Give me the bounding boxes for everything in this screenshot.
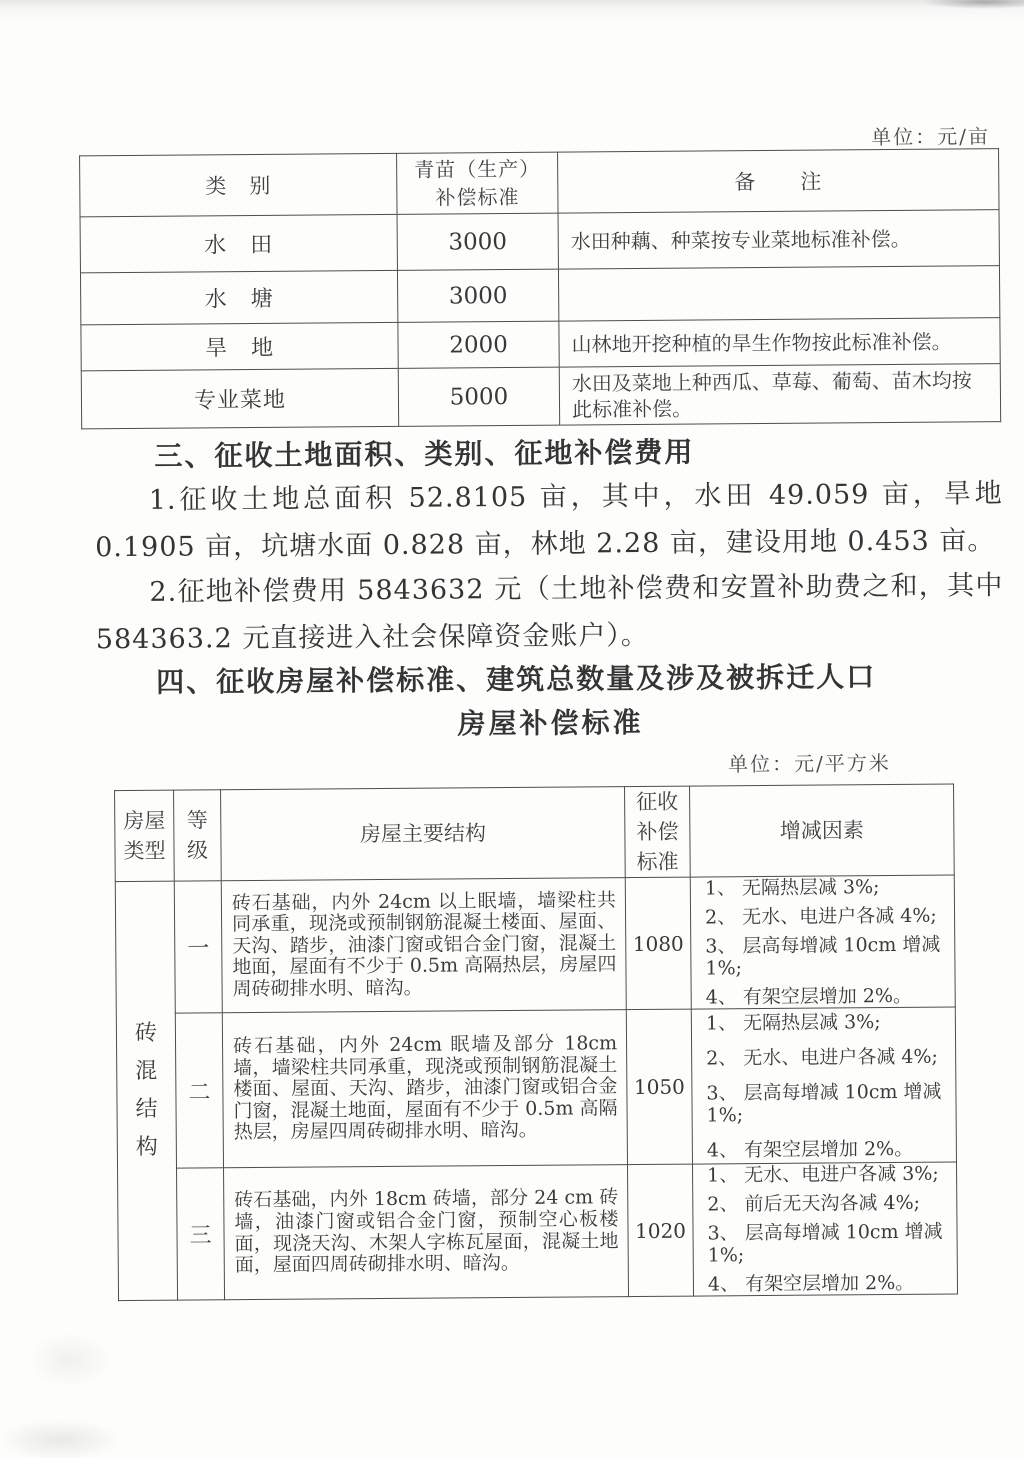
grade-cell: 二 bbox=[175, 1013, 223, 1168]
section3-heading: 三、征收土地面积、类别、征地补偿费用 bbox=[154, 435, 695, 473]
category-cell: 水 田 bbox=[80, 214, 397, 272]
table-row bbox=[115, 875, 955, 1014]
factor-item: 1、 无隔热层减 3%; bbox=[705, 1010, 881, 1034]
table2-header-grade: 等级 bbox=[174, 790, 222, 881]
structure-cell: 砖石基础，内外 24cm 以上眠墙，墙梁柱共同承重，现浇或预制钢筋混凝土楼面、屋面、天沟、踏步，油漆门窗或铝合金门窗，混凝土地面，屋面有不少于 0.5m 高隔热层，房屋四周砖砌排水明、暗沟。 bbox=[221, 878, 626, 1013]
standard-cell: 3000 bbox=[397, 213, 558, 270]
table2-header-standard: 征收补偿标准 bbox=[625, 786, 691, 878]
factor-item: 3、 层高每增减 10cm 增减 1%; bbox=[707, 1220, 943, 1267]
house-compensation-table-wrap bbox=[114, 784, 957, 1302]
category-cell: 水 塘 bbox=[80, 270, 397, 324]
structure-cell: 砖石基础，内外 24cm 眠墙及部分 18cm 墙，墙梁柱共同承重，现浇或预制钢筋混凝土楼面、屋面、天沟、踏步，油漆门窗或铝合金门窗，混凝土地面，屋面有不少于 0.5m 高隔热层，房屋四周砖砌排水明、暗沟。 bbox=[222, 1010, 627, 1168]
table1-header-row bbox=[80, 149, 999, 217]
factors-list bbox=[706, 1010, 952, 1161]
remark-cell: 水田及菜地上种西瓜、草莓、葡萄、苗木均按此标准补偿。 bbox=[559, 364, 1000, 425]
table-row bbox=[80, 266, 999, 325]
section3-paragraph-2: 2.征地补偿费用 5843632 元（土地补偿费和安置补助费之和，其中 584363.2 元直接进入社会保障资金账户）。 bbox=[95, 570, 1004, 656]
table-row bbox=[118, 1162, 958, 1301]
table2-header-house-type: 房屋类型 bbox=[115, 790, 175, 881]
standard-cell: 1050 bbox=[626, 1009, 692, 1165]
category-cell: 专业菜地 bbox=[81, 368, 398, 428]
factor-item: 2、 无水、电进户各减 4%; bbox=[704, 904, 937, 929]
grade-cell: 三 bbox=[177, 1168, 225, 1300]
factor-item: 1、 无水、电进户各减 3%; bbox=[706, 1162, 939, 1187]
structure-cell: 砖石基础，内外 18cm 砖墙，部分 24 cm 砖墙，油漆门窗或铝合金门窗，预制空心板楼面，现浇天沟、木架人字栋瓦屋面，混凝土地面，屋面四周砖砌排水明、暗沟。 bbox=[224, 1165, 629, 1300]
table1-unit-label: 单位：元/亩 bbox=[871, 124, 991, 150]
factor-item: 4、 有架空层增加 2%。 bbox=[706, 1137, 914, 1161]
standard-cell: 2000 bbox=[398, 321, 559, 368]
table1-header-standard: 青苗（生产）补偿标准 bbox=[397, 152, 558, 214]
remark-cell: 水田种藕、种菜按专业菜地标准补偿。 bbox=[558, 210, 999, 269]
table2-unit-label: 单位：元/平方米 bbox=[728, 751, 891, 777]
factor-item: 2、 无水、电进户各减 4%; bbox=[706, 1045, 938, 1069]
table2-header-structure: 房屋主要结构 bbox=[221, 787, 626, 881]
remark-cell: 山林地开挖种植的旱生作物按此标准补偿。 bbox=[559, 318, 1000, 367]
factor-item: 2、 前后无天沟各减 4%; bbox=[707, 1191, 921, 1216]
factors-list bbox=[705, 876, 951, 1009]
standard-cell: 1020 bbox=[627, 1164, 693, 1297]
table-row bbox=[81, 318, 1000, 371]
remark-cell bbox=[558, 266, 999, 321]
factor-item: 3、 层高每增减 10cm 增减 1%; bbox=[706, 1080, 942, 1126]
house-type-vertical-text: 砖混结构 bbox=[134, 1020, 158, 1160]
table-row bbox=[116, 1007, 956, 1169]
factors-cell bbox=[690, 875, 955, 1009]
table1-header-remark: 备 注 bbox=[558, 149, 999, 213]
standard-cell: 3000 bbox=[397, 269, 558, 322]
table-row bbox=[80, 210, 999, 273]
standard-cell: 1080 bbox=[625, 877, 691, 1010]
section4-heading: 四、征收房屋补偿标准、建筑总数量及涉及被拆迁人口 bbox=[156, 660, 877, 699]
factor-item: 3、 层高每增减 10cm 增减 1%; bbox=[705, 933, 941, 980]
house-type-cell bbox=[115, 881, 177, 1300]
section3-paragraph-1: 1.征收土地总面积 52.8105 亩，其中，水田 49.059 亩，旱地 0.1905 亩，坑塘水面 0.828 亩，林地 2.28 亩，建设用地 0.453 亩。 bbox=[95, 478, 1003, 564]
table2-header-row bbox=[115, 784, 955, 882]
grade-cell: 一 bbox=[174, 881, 222, 1013]
factors-cell bbox=[691, 1007, 956, 1164]
table-row bbox=[81, 364, 1000, 429]
table2-header-factors: 增减因素 bbox=[690, 784, 955, 877]
factors-cell bbox=[692, 1162, 957, 1296]
factors-list bbox=[707, 1163, 953, 1296]
house-compensation-subtitle: 房屋补偿标准 bbox=[457, 705, 644, 741]
crop-compensation-table bbox=[79, 148, 1001, 429]
category-cell: 旱 地 bbox=[81, 322, 398, 370]
house-compensation-table bbox=[114, 784, 958, 1302]
standard-cell: 5000 bbox=[398, 367, 559, 426]
factor-item: 4、 有架空层增加 2%。 bbox=[705, 984, 913, 1009]
table1-header-category: 类 别 bbox=[80, 153, 397, 216]
factor-item: 1、 无隔热层减 3%; bbox=[704, 876, 880, 900]
factor-item: 4、 有架空层增加 2%。 bbox=[707, 1271, 915, 1296]
